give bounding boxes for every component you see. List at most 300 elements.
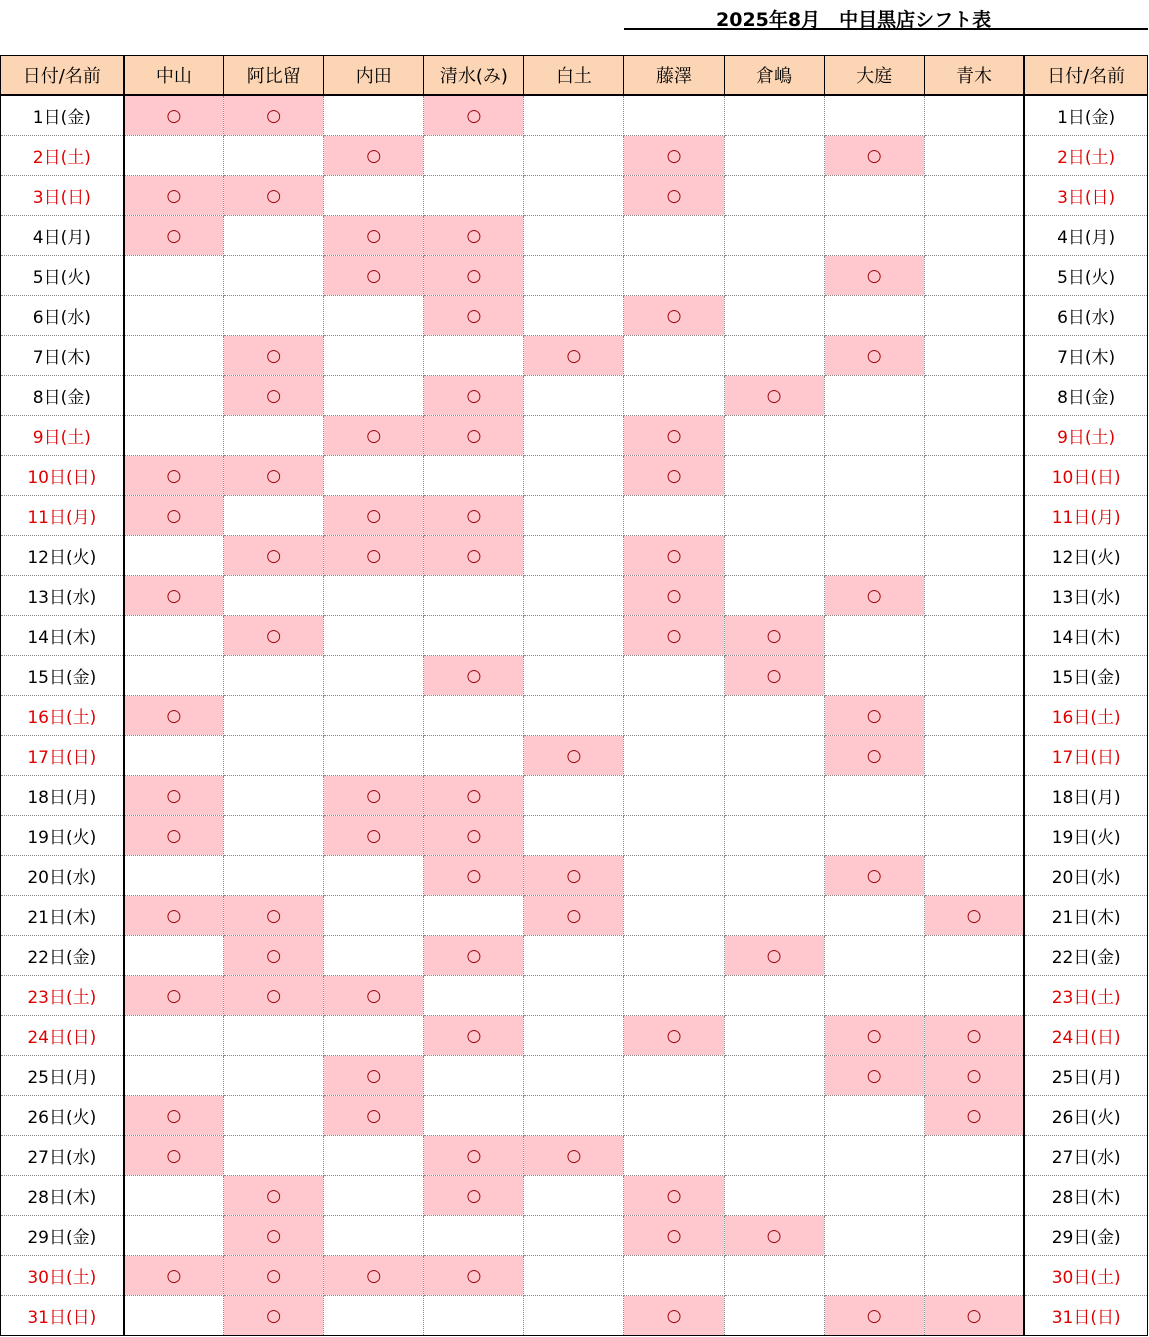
shift-cell[interactable]: ○ (124, 576, 224, 616)
shift-cell[interactable]: ○ (424, 216, 524, 256)
shift-cell[interactable]: ○ (124, 176, 224, 216)
shift-cell[interactable]: ○ (824, 1056, 924, 1096)
date-cell-left[interactable]: 11日(月) (1, 496, 124, 536)
shift-cell[interactable] (924, 656, 1024, 696)
shift-cell[interactable]: ○ (524, 336, 624, 376)
date-cell-left[interactable]: 14日(木) (1, 616, 124, 656)
shift-cell[interactable] (124, 656, 224, 696)
shift-cell[interactable] (124, 856, 224, 896)
date-cell-right[interactable]: 10日(日) (1024, 456, 1147, 496)
shift-cell[interactable]: ○ (624, 1296, 724, 1336)
shift-cell[interactable] (924, 376, 1024, 416)
shift-cell[interactable]: ○ (224, 536, 324, 576)
shift-cell[interactable]: ○ (424, 1016, 524, 1056)
shift-cell[interactable] (124, 936, 224, 976)
shift-cell[interactable]: ○ (924, 1296, 1024, 1336)
shift-cell[interactable] (124, 416, 224, 456)
shift-cell[interactable]: ○ (224, 456, 324, 496)
shift-cell[interactable]: ○ (624, 136, 724, 176)
shift-cell[interactable]: ○ (924, 896, 1024, 936)
shift-cell[interactable] (924, 456, 1024, 496)
shift-cell[interactable] (524, 1016, 624, 1056)
shift-cell[interactable]: ○ (124, 776, 224, 816)
shift-cell[interactable] (624, 1056, 724, 1096)
shift-cell[interactable]: ○ (124, 1136, 224, 1176)
shift-cell[interactable] (424, 136, 524, 176)
shift-cell[interactable] (624, 216, 724, 256)
shift-cell[interactable] (224, 776, 324, 816)
shift-cell[interactable] (924, 616, 1024, 656)
date-cell-right[interactable]: 6日(水) (1024, 296, 1147, 336)
shift-cell[interactable] (524, 95, 624, 136)
shift-cell[interactable] (324, 656, 424, 696)
shift-cell[interactable] (324, 176, 424, 216)
shift-cell[interactable] (724, 856, 824, 896)
shift-cell[interactable] (324, 376, 424, 416)
shift-cell[interactable]: ○ (324, 496, 424, 536)
date-cell-left[interactable]: 30日(土) (1, 1256, 124, 1296)
shift-cell[interactable] (324, 1296, 424, 1336)
shift-cell[interactable] (224, 1016, 324, 1056)
date-cell-right[interactable]: 17日(日) (1024, 736, 1147, 776)
shift-cell[interactable] (924, 496, 1024, 536)
shift-cell[interactable]: ○ (424, 536, 524, 576)
shift-cell[interactable]: ○ (324, 976, 424, 1016)
shift-cell[interactable] (124, 616, 224, 656)
shift-cell[interactable] (924, 95, 1024, 136)
shift-cell[interactable] (424, 616, 524, 656)
shift-cell[interactable]: ○ (324, 536, 424, 576)
shift-cell[interactable]: ○ (924, 1056, 1024, 1096)
shift-cell[interactable] (224, 816, 324, 856)
shift-cell[interactable] (824, 1176, 924, 1216)
shift-cell[interactable] (924, 176, 1024, 216)
shift-cell[interactable] (924, 1216, 1024, 1256)
shift-cell[interactable] (224, 1136, 324, 1176)
shift-cell[interactable] (124, 1016, 224, 1056)
shift-cell[interactable] (624, 336, 724, 376)
shift-cell[interactable] (724, 1056, 824, 1096)
date-cell-right[interactable]: 14日(木) (1024, 616, 1147, 656)
shift-cell[interactable] (624, 856, 724, 896)
shift-cell[interactable] (624, 1256, 724, 1296)
date-cell-left[interactable]: 12日(火) (1, 536, 124, 576)
shift-cell[interactable] (324, 1016, 424, 1056)
shift-cell[interactable] (524, 216, 624, 256)
shift-cell[interactable] (724, 456, 824, 496)
shift-cell[interactable] (824, 416, 924, 456)
shift-cell[interactable] (724, 336, 824, 376)
shift-cell[interactable] (324, 1136, 424, 1176)
shift-cell[interactable] (224, 416, 324, 456)
shift-cell[interactable] (224, 696, 324, 736)
shift-cell[interactable] (224, 256, 324, 296)
shift-cell[interactable] (424, 456, 524, 496)
shift-cell[interactable] (224, 1096, 324, 1136)
shift-cell[interactable]: ○ (424, 296, 524, 336)
shift-cell[interactable] (624, 1096, 724, 1136)
date-cell-right[interactable]: 12日(火) (1024, 536, 1147, 576)
shift-cell[interactable] (324, 1176, 424, 1216)
shift-cell[interactable] (724, 776, 824, 816)
shift-cell[interactable] (624, 776, 724, 816)
shift-cell[interactable] (324, 856, 424, 896)
shift-cell[interactable]: ○ (324, 216, 424, 256)
shift-cell[interactable]: ○ (124, 896, 224, 936)
date-cell-right[interactable]: 7日(木) (1024, 336, 1147, 376)
shift-cell[interactable] (724, 816, 824, 856)
shift-cell[interactable] (224, 136, 324, 176)
shift-cell[interactable]: ○ (624, 416, 724, 456)
date-cell-left[interactable]: 25日(月) (1, 1056, 124, 1096)
shift-cell[interactable] (424, 696, 524, 736)
shift-cell[interactable]: ○ (224, 336, 324, 376)
date-cell-left[interactable]: 21日(木) (1, 896, 124, 936)
shift-cell[interactable]: ○ (424, 936, 524, 976)
shift-cell[interactable] (224, 1056, 324, 1096)
shift-cell[interactable]: ○ (924, 1096, 1024, 1136)
shift-cell[interactable] (424, 736, 524, 776)
shift-cell[interactable] (624, 95, 724, 136)
date-cell-left[interactable]: 20日(水) (1, 856, 124, 896)
shift-cell[interactable] (624, 976, 724, 1016)
shift-cell[interactable] (424, 336, 524, 376)
shift-cell[interactable] (424, 1296, 524, 1336)
date-cell-right[interactable]: 3日(日) (1024, 176, 1147, 216)
shift-cell[interactable]: ○ (424, 1136, 524, 1176)
shift-cell[interactable]: ○ (224, 1256, 324, 1296)
shift-cell[interactable] (824, 936, 924, 976)
shift-cell[interactable] (324, 696, 424, 736)
shift-cell[interactable] (124, 1296, 224, 1336)
shift-cell[interactable] (124, 736, 224, 776)
shift-cell[interactable] (924, 336, 1024, 376)
shift-cell[interactable] (524, 1256, 624, 1296)
shift-cell[interactable] (724, 896, 824, 936)
date-cell-left[interactable]: 31日(日) (1, 1296, 124, 1336)
date-cell-right[interactable]: 19日(火) (1024, 816, 1147, 856)
shift-cell[interactable] (724, 416, 824, 456)
date-cell-right[interactable]: 11日(月) (1024, 496, 1147, 536)
date-cell-right[interactable]: 5日(火) (1024, 256, 1147, 296)
shift-cell[interactable] (324, 936, 424, 976)
shift-cell[interactable] (724, 496, 824, 536)
date-cell-right[interactable]: 16日(土) (1024, 696, 1147, 736)
date-cell-right[interactable]: 25日(月) (1024, 1056, 1147, 1096)
date-cell-right[interactable]: 20日(水) (1024, 856, 1147, 896)
shift-cell[interactable] (424, 1056, 524, 1096)
shift-cell[interactable] (824, 456, 924, 496)
shift-cell[interactable] (524, 496, 624, 536)
shift-cell[interactable]: ○ (324, 816, 424, 856)
shift-cell[interactable]: ○ (424, 776, 524, 816)
date-cell-right[interactable]: 23日(土) (1024, 976, 1147, 1016)
shift-cell[interactable] (624, 816, 724, 856)
shift-cell[interactable]: ○ (724, 656, 824, 696)
date-cell-right[interactable]: 22日(金) (1024, 936, 1147, 976)
shift-cell[interactable]: ○ (224, 896, 324, 936)
shift-cell[interactable] (424, 896, 524, 936)
shift-cell[interactable]: ○ (224, 1176, 324, 1216)
date-cell-left[interactable]: 27日(水) (1, 1136, 124, 1176)
shift-cell[interactable] (124, 1216, 224, 1256)
date-cell-right[interactable]: 18日(月) (1024, 776, 1147, 816)
shift-cell[interactable] (824, 1136, 924, 1176)
shift-cell[interactable] (624, 256, 724, 296)
shift-cell[interactable]: ○ (324, 416, 424, 456)
shift-cell[interactable] (124, 336, 224, 376)
shift-cell[interactable] (524, 1176, 624, 1216)
shift-cell[interactable]: ○ (724, 616, 824, 656)
shift-cell[interactable]: ○ (324, 1256, 424, 1296)
shift-cell[interactable]: ○ (324, 1056, 424, 1096)
shift-cell[interactable] (624, 656, 724, 696)
shift-cell[interactable] (924, 1136, 1024, 1176)
shift-cell[interactable] (724, 736, 824, 776)
shift-cell[interactable] (824, 616, 924, 656)
shift-cell[interactable]: ○ (424, 376, 524, 416)
shift-cell[interactable]: ○ (624, 536, 724, 576)
shift-cell[interactable] (524, 1296, 624, 1336)
shift-cell[interactable]: ○ (624, 456, 724, 496)
shift-cell[interactable] (924, 696, 1024, 736)
date-cell-left[interactable]: 7日(木) (1, 336, 124, 376)
shift-cell[interactable] (924, 976, 1024, 1016)
date-cell-right[interactable]: 27日(水) (1024, 1136, 1147, 1176)
shift-cell[interactable] (824, 776, 924, 816)
date-cell-left[interactable]: 9日(土) (1, 416, 124, 456)
shift-cell[interactable]: ○ (324, 1096, 424, 1136)
shift-cell[interactable] (624, 896, 724, 936)
shift-cell[interactable]: ○ (124, 456, 224, 496)
shift-cell[interactable]: ○ (324, 256, 424, 296)
shift-cell[interactable] (724, 976, 824, 1016)
shift-cell[interactable] (524, 376, 624, 416)
shift-cell[interactable]: ○ (424, 496, 524, 536)
date-cell-right[interactable]: 1日(金) (1024, 95, 1147, 136)
shift-cell[interactable] (524, 456, 624, 496)
shift-cell[interactable] (824, 216, 924, 256)
shift-cell[interactable] (924, 536, 1024, 576)
date-cell-right[interactable]: 28日(木) (1024, 1176, 1147, 1216)
shift-cell[interactable]: ○ (124, 1256, 224, 1296)
date-cell-left[interactable]: 22日(金) (1, 936, 124, 976)
date-cell-right[interactable]: 4日(月) (1024, 216, 1147, 256)
date-cell-right[interactable]: 21日(木) (1024, 896, 1147, 936)
shift-cell[interactable]: ○ (624, 1176, 724, 1216)
shift-cell[interactable] (524, 616, 624, 656)
shift-cell[interactable]: ○ (824, 1016, 924, 1056)
shift-cell[interactable]: ○ (124, 816, 224, 856)
shift-cell[interactable] (324, 616, 424, 656)
shift-cell[interactable] (824, 176, 924, 216)
shift-cell[interactable] (724, 1176, 824, 1216)
shift-cell[interactable] (624, 696, 724, 736)
shift-cell[interactable] (824, 536, 924, 576)
date-cell-left[interactable]: 17日(日) (1, 736, 124, 776)
shift-cell[interactable] (424, 1216, 524, 1256)
shift-cell[interactable]: ○ (824, 336, 924, 376)
shift-cell[interactable]: ○ (124, 496, 224, 536)
shift-cell[interactable] (524, 136, 624, 176)
shift-cell[interactable] (324, 896, 424, 936)
shift-cell[interactable]: ○ (224, 1296, 324, 1336)
shift-cell[interactable] (524, 536, 624, 576)
shift-cell[interactable]: ○ (224, 936, 324, 976)
shift-cell[interactable]: ○ (224, 976, 324, 1016)
shift-cell[interactable] (524, 816, 624, 856)
shift-cell[interactable]: ○ (324, 776, 424, 816)
shift-cell[interactable]: ○ (624, 576, 724, 616)
shift-cell[interactable]: ○ (824, 576, 924, 616)
shift-cell[interactable] (524, 296, 624, 336)
shift-cell[interactable] (624, 736, 724, 776)
shift-cell[interactable] (924, 576, 1024, 616)
shift-cell[interactable] (724, 1136, 824, 1176)
date-cell-left[interactable]: 19日(火) (1, 816, 124, 856)
date-cell-left[interactable]: 8日(金) (1, 376, 124, 416)
shift-cell[interactable]: ○ (224, 95, 324, 136)
shift-cell[interactable]: ○ (324, 136, 424, 176)
shift-cell[interactable]: ○ (224, 616, 324, 656)
shift-cell[interactable] (424, 976, 524, 1016)
shift-cell[interactable] (524, 976, 624, 1016)
shift-cell[interactable] (524, 936, 624, 976)
shift-cell[interactable] (724, 176, 824, 216)
shift-cell[interactable] (724, 536, 824, 576)
date-cell-right[interactable]: 15日(金) (1024, 656, 1147, 696)
shift-cell[interactable] (524, 696, 624, 736)
shift-cell[interactable] (924, 936, 1024, 976)
date-cell-left[interactable]: 15日(金) (1, 656, 124, 696)
date-cell-left[interactable]: 26日(火) (1, 1096, 124, 1136)
shift-cell[interactable] (824, 95, 924, 136)
shift-cell[interactable]: ○ (824, 136, 924, 176)
date-cell-left[interactable]: 18日(月) (1, 776, 124, 816)
shift-cell[interactable] (824, 496, 924, 536)
shift-cell[interactable] (224, 496, 324, 536)
shift-cell[interactable] (524, 176, 624, 216)
shift-cell[interactable]: ○ (524, 1136, 624, 1176)
shift-cell[interactable]: ○ (824, 736, 924, 776)
shift-cell[interactable]: ○ (424, 416, 524, 456)
date-cell-right[interactable]: 31日(日) (1024, 1296, 1147, 1336)
shift-cell[interactable] (224, 856, 324, 896)
shift-cell[interactable]: ○ (624, 1216, 724, 1256)
shift-cell[interactable] (624, 496, 724, 536)
shift-cell[interactable]: ○ (424, 95, 524, 136)
shift-cell[interactable] (924, 296, 1024, 336)
shift-cell[interactable] (724, 1096, 824, 1136)
shift-cell[interactable] (524, 416, 624, 456)
shift-cell[interactable] (624, 936, 724, 976)
shift-cell[interactable]: ○ (424, 816, 524, 856)
shift-cell[interactable] (524, 576, 624, 616)
shift-cell[interactable] (724, 576, 824, 616)
shift-cell[interactable] (224, 656, 324, 696)
shift-cell[interactable]: ○ (724, 936, 824, 976)
shift-cell[interactable] (924, 776, 1024, 816)
date-cell-right[interactable]: 29日(金) (1024, 1216, 1147, 1256)
date-cell-right[interactable]: 13日(水) (1024, 576, 1147, 616)
shift-cell[interactable] (724, 256, 824, 296)
date-cell-left[interactable]: 13日(水) (1, 576, 124, 616)
shift-cell[interactable] (224, 216, 324, 256)
date-cell-right[interactable]: 30日(土) (1024, 1256, 1147, 1296)
shift-cell[interactable]: ○ (424, 856, 524, 896)
shift-cell[interactable] (324, 576, 424, 616)
date-cell-left[interactable]: 2日(土) (1, 136, 124, 176)
shift-cell[interactable] (324, 736, 424, 776)
shift-cell[interactable] (524, 1056, 624, 1096)
shift-cell[interactable] (824, 816, 924, 856)
shift-cell[interactable] (424, 176, 524, 216)
date-cell-left[interactable]: 23日(土) (1, 976, 124, 1016)
shift-cell[interactable] (824, 376, 924, 416)
shift-cell[interactable] (924, 816, 1024, 856)
shift-cell[interactable] (324, 296, 424, 336)
shift-cell[interactable] (724, 95, 824, 136)
date-cell-left[interactable]: 29日(金) (1, 1216, 124, 1256)
shift-cell[interactable]: ○ (524, 856, 624, 896)
shift-cell[interactable] (224, 576, 324, 616)
shift-cell[interactable] (524, 1096, 624, 1136)
shift-cell[interactable]: ○ (624, 1016, 724, 1056)
shift-cell[interactable]: ○ (624, 616, 724, 656)
date-cell-right[interactable]: 24日(日) (1024, 1016, 1147, 1056)
shift-cell[interactable] (724, 1296, 824, 1336)
shift-cell[interactable]: ○ (124, 1096, 224, 1136)
shift-cell[interactable]: ○ (924, 1016, 1024, 1056)
shift-cell[interactable] (724, 1016, 824, 1056)
date-cell-left[interactable]: 28日(木) (1, 1176, 124, 1216)
shift-cell[interactable]: ○ (224, 1216, 324, 1256)
date-cell-left[interactable]: 5日(火) (1, 256, 124, 296)
shift-cell[interactable] (524, 1216, 624, 1256)
shift-cell[interactable]: ○ (524, 896, 624, 936)
shift-cell[interactable]: ○ (224, 376, 324, 416)
shift-cell[interactable] (824, 656, 924, 696)
shift-cell[interactable]: ○ (124, 976, 224, 1016)
shift-cell[interactable]: ○ (124, 216, 224, 256)
date-cell-left[interactable]: 6日(水) (1, 296, 124, 336)
shift-cell[interactable] (924, 136, 1024, 176)
shift-cell[interactable] (324, 336, 424, 376)
shift-cell[interactable] (224, 296, 324, 336)
shift-cell[interactable]: ○ (824, 696, 924, 736)
shift-cell[interactable] (124, 136, 224, 176)
shift-cell[interactable]: ○ (724, 376, 824, 416)
shift-cell[interactable] (424, 576, 524, 616)
date-cell-left[interactable]: 4日(月) (1, 216, 124, 256)
shift-cell[interactable]: ○ (624, 296, 724, 336)
date-cell-left[interactable]: 3日(日) (1, 176, 124, 216)
shift-cell[interactable] (324, 95, 424, 136)
shift-cell[interactable]: ○ (224, 176, 324, 216)
date-cell-left[interactable]: 16日(土) (1, 696, 124, 736)
shift-cell[interactable] (924, 216, 1024, 256)
shift-cell[interactable] (324, 456, 424, 496)
date-cell-left[interactable]: 24日(日) (1, 1016, 124, 1056)
shift-cell[interactable] (124, 376, 224, 416)
shift-cell[interactable]: ○ (424, 656, 524, 696)
shift-cell[interactable] (524, 776, 624, 816)
shift-cell[interactable] (224, 736, 324, 776)
shift-cell[interactable] (824, 976, 924, 1016)
shift-cell[interactable]: ○ (624, 176, 724, 216)
shift-cell[interactable] (724, 696, 824, 736)
shift-cell[interactable]: ○ (424, 256, 524, 296)
